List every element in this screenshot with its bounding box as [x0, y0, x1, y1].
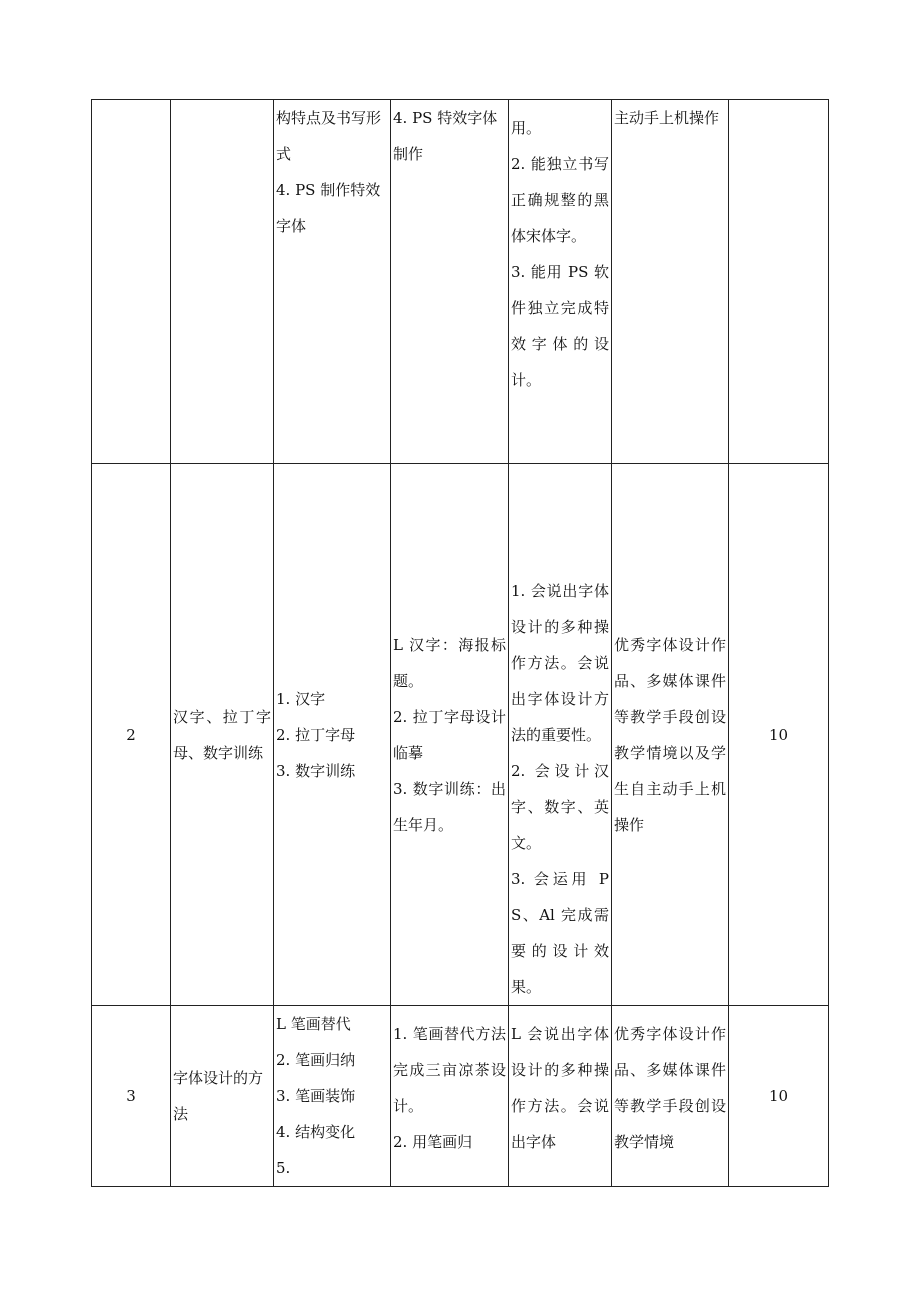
method-cell [612, 464, 729, 1006]
topic-cell [171, 464, 274, 1006]
activity-line: 1. 笔画替代方法完成三亩凉茶设计。 [393, 1025, 506, 1115]
goals-line: 用。 [511, 119, 542, 137]
content-line: 构特点及书写形式 [276, 109, 382, 163]
table-row [92, 100, 829, 464]
goals-line: 3. 会运用 PS、Al 完成需要的设计效果。 [511, 870, 609, 996]
content-line: 3. 数字训练 [276, 761, 356, 780]
hours-cell: 10 [729, 1006, 829, 1187]
method-line: 优秀字体设计作品、多媒体课件等教学手段创设教学情境 [614, 1025, 726, 1151]
content-line: 1. 汉字 [276, 689, 326, 708]
goals-line: 2. 会设计汉字、数字、英文。 [511, 762, 609, 852]
activity-line: 4. PS 特效字体制作 [393, 109, 498, 163]
content-cell [274, 464, 391, 1006]
goals-line: 2. 能独立书写正确规整的黑体宋体字。 [511, 155, 609, 245]
topic-cell [171, 100, 274, 464]
method-cell [612, 1006, 729, 1187]
goals-cell [509, 464, 612, 1006]
method-line: 主动手上机操作 [614, 109, 720, 127]
topic-cell [171, 1006, 274, 1187]
topic-line: 字体设计的方法 [173, 1069, 264, 1123]
activity-line: L 汉字：海报标题。 [393, 635, 506, 690]
lesson-number-cell: 3 [92, 1006, 171, 1187]
content-line: 5. [276, 1159, 291, 1177]
content-line: 4. 结构变化 [276, 1123, 356, 1141]
course-schedule-table [91, 99, 829, 1187]
goals-cell [509, 100, 612, 464]
activity-cell [391, 100, 509, 464]
content-line: 2. 拉丁字母 [276, 725, 356, 744]
content-cell [274, 1006, 391, 1187]
lesson-number-cell [92, 100, 171, 464]
activity-cell [391, 464, 509, 1006]
content-line: 2. 笔画归纳 [276, 1051, 356, 1069]
hours-cell [729, 100, 829, 464]
goals-line: 3. 能用 PS 软件独立完成特效字体的设计。 [511, 263, 609, 389]
method-cell [612, 100, 729, 464]
goals-line: 1. 会说出字体设计的多种操作方法。会说出字体设计方法的重要性。 [511, 582, 609, 744]
goals-cell [509, 1006, 612, 1187]
content-line: L 笔画替代 [276, 1015, 351, 1033]
content-line: 4. PS 制作特效字体 [276, 181, 381, 235]
table-row [92, 464, 829, 1006]
table-row [92, 1006, 829, 1187]
content-line: 3. 笔画装饰 [276, 1087, 356, 1105]
lesson-number-cell: 2 [92, 464, 171, 1006]
activity-line: 2. 拉丁字母设计临摹 [393, 707, 506, 762]
activity-line: 3. 数字训练：出生年月。 [393, 779, 506, 834]
hours-cell: 10 [729, 464, 829, 1006]
goals-line: L 会说出字体设计的多种操作方法。会说出字体 [511, 1025, 609, 1151]
activity-cell [391, 1006, 509, 1187]
topic-line: 汉字、拉丁字母、数字训练 [173, 707, 271, 762]
content-cell [274, 100, 391, 464]
method-line: 优秀字体设计作品、多媒体课件等教学手段创设教学情境以及学生自主动手上机操作 [614, 635, 726, 834]
activity-line: 2. 用笔画归 [393, 1133, 473, 1151]
